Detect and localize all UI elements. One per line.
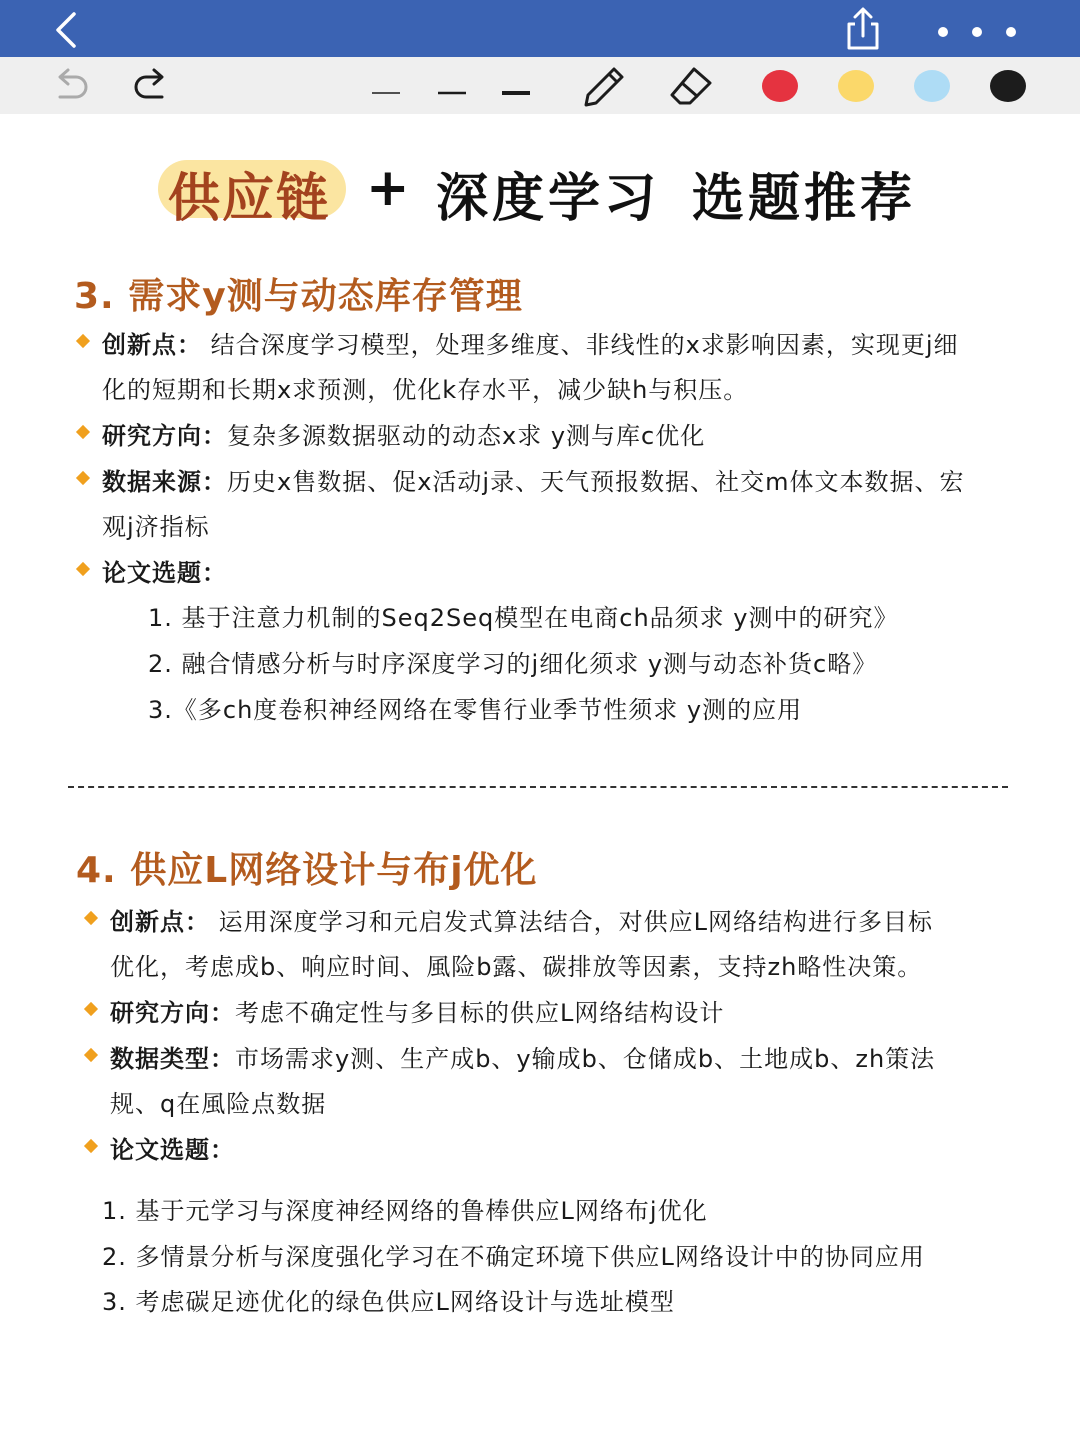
topics-label-text: 论文选题： <box>102 559 227 587</box>
back-arrow-icon[interactable] <box>46 10 86 50</box>
innovation-line-2: 化的短期和长期x求预测，优化k存水平，减少缺h与积压。 <box>102 376 749 404</box>
page-title <box>0 160 1080 230</box>
bullet-icon <box>76 471 90 485</box>
thin-stroke-icon[interactable] <box>370 65 402 107</box>
red-color-swatch[interactable] <box>762 70 798 102</box>
thick-stroke-icon[interactable] <box>500 65 532 107</box>
undo-icon[interactable] <box>50 65 92 107</box>
direction-line <box>102 416 705 451</box>
topics-label <box>110 1130 235 1165</box>
bullet-icon <box>84 1048 98 1062</box>
bullet-icon <box>84 1002 98 1016</box>
topic-item: 1. 基于元学习与深度神经网络的鲁棒供应L网络布j优化 <box>102 1197 708 1225</box>
direction-line <box>110 993 724 1028</box>
direction-label: 研究方向： <box>110 999 235 1027</box>
innovation-label: 创新点： <box>102 331 202 359</box>
data-type-text: 市场需求y测、生产成b、y输成b、仓储成b、土地成b、zh策法 <box>235 1045 936 1073</box>
pencil-icon[interactable] <box>582 65 626 107</box>
topic-item: 2. 多情景分析与深度强化学习在不确定环境下供应L网络设计中的协同应用 <box>102 1243 925 1271</box>
data-type-line <box>110 1039 935 1074</box>
light-blue-color-swatch[interactable] <box>914 70 950 102</box>
innovation-text: 结合深度学习模型，处理多维度、非线性的x求影响因素，实现更j细 <box>202 331 959 359</box>
direction-text: 复杂多源数据驱动的动态x求 y测与库c优化 <box>227 422 706 450</box>
bullet-icon <box>76 334 90 348</box>
bullet-icon <box>76 425 90 439</box>
direction-text: 考虑不确定性与多目标的供应L网络结构设计 <box>235 999 725 1027</box>
bullet-icon <box>84 911 98 925</box>
topic-item: 3.《多ch度卷积神经网络在零售行业季节性须求 y测的应用 <box>148 696 803 724</box>
black-color-swatch[interactable] <box>990 70 1026 102</box>
title-plus: + <box>366 158 410 218</box>
topic-item: 2. 融合情感分析与时序深度学习的j细化须求 y测与动态补货c略》 <box>148 650 878 678</box>
topics-label <box>102 553 227 588</box>
topic-item: 3. 考虑碳足迹优化的绿色供应L网络设计与选址模型 <box>102 1288 675 1316</box>
data-source-line <box>102 462 964 497</box>
top-bar <box>0 0 1080 57</box>
eraser-icon[interactable] <box>668 65 714 107</box>
share-icon[interactable] <box>840 6 886 52</box>
data-source-line-2: 观j济指标 <box>102 513 210 541</box>
bullet-icon <box>84 1139 98 1153</box>
data-source-label: 数据来源： <box>102 468 227 496</box>
bullet-icon <box>76 562 90 576</box>
data-type-label: 数据类型： <box>110 1045 235 1073</box>
yellow-color-swatch[interactable] <box>838 70 874 102</box>
direction-label: 研究方向： <box>102 422 227 450</box>
innovation-line-2: 优化，考虑成b、响应时间、風险b露、碳排放等因素，支持zh略性决策。 <box>110 953 923 981</box>
data-type-line-2: 规、q在風险点数据 <box>110 1090 327 1118</box>
dashed-divider <box>68 786 1008 788</box>
data-source-text: 历史x售数据、促x活动j录、天气预报数据、社交m体文本数据、宏 <box>227 468 965 496</box>
title-part3: 选题推荐 <box>692 169 917 229</box>
medium-stroke-icon[interactable] <box>436 65 468 107</box>
topic-item: 1. 基于注意力机制的Seq2Seq模型在电商ch品须求 y测中的研究》 <box>148 604 899 632</box>
innovation-text: 运用深度学习和元启发式算法结合，对供应L网络结构进行多目标 <box>210 908 933 936</box>
innovation-line <box>102 325 959 360</box>
title-highlight-text: 供应链 <box>168 169 331 229</box>
innovation-line <box>110 902 933 937</box>
redo-icon[interactable] <box>130 65 172 107</box>
innovation-label: 创新点： <box>110 908 210 936</box>
section-heading: 4. 供应L网络设计与布j优化 <box>76 850 538 891</box>
more-options-icon[interactable] <box>930 22 1030 42</box>
section-heading: 3. 需求y测与动态库存管理 <box>74 276 523 317</box>
topics-label-text: 论文选题： <box>110 1136 235 1164</box>
title-part2: 深度学习 <box>436 169 661 229</box>
